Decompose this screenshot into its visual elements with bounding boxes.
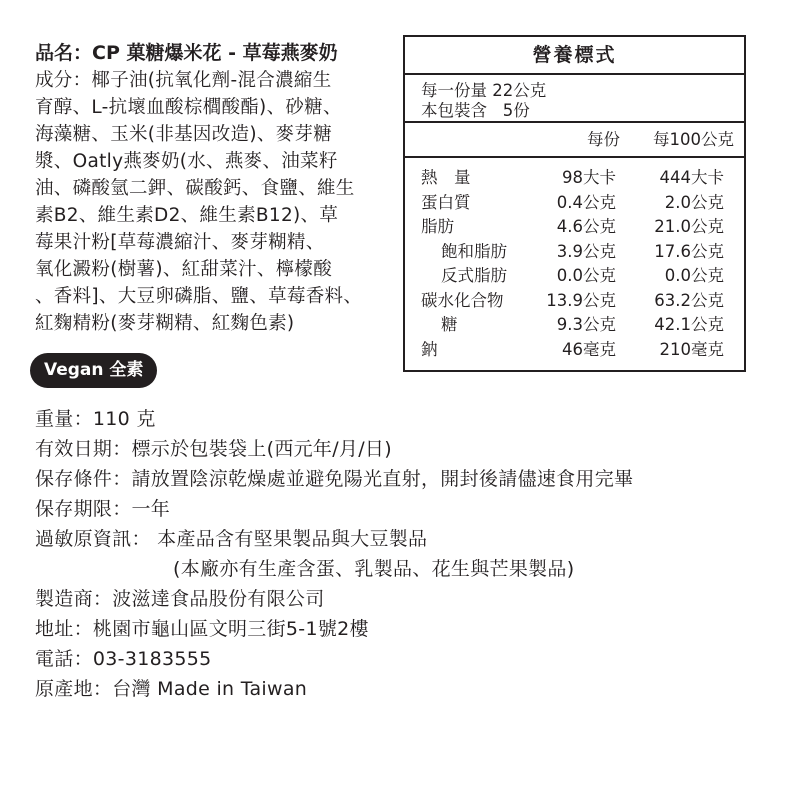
serving-size: 每一份量 22公克	[421, 81, 547, 100]
nutrition-row	[405, 289, 744, 314]
nutrition-row	[405, 338, 744, 363]
nutrition-row	[405, 313, 744, 338]
per-100g-value: 210毫克	[659, 339, 724, 359]
nutrient-label: 反式脂肪	[441, 266, 507, 285]
per-serving-value: 4.6公克	[556, 217, 616, 236]
per-serving-value: 0.0公克	[556, 266, 616, 285]
per-serving-value: 46毫克	[562, 339, 616, 359]
weight: 重量：110 克	[35, 408, 156, 430]
per-100g-value: 63.2公克	[654, 290, 724, 310]
nutrition-title: 營養標式	[405, 37, 744, 75]
serving-info	[405, 75, 744, 123]
allergen-info: 過敏原資訊： 本產品含有堅果製品與大豆製品	[35, 528, 428, 550]
vegan-badge: Vegan 全素	[30, 353, 157, 388]
nutrient-label: 飽和脂肪	[441, 241, 507, 261]
ingredients-line: 莓果汁粉[草莓濃縮汁、麥芽糊精、	[35, 232, 325, 253]
product-section	[35, 40, 380, 337]
per-serving-value: 9.3公克	[556, 315, 616, 334]
nutrient-label: 碳水化合物	[421, 290, 504, 310]
nutrient-label: 熱 量	[421, 168, 471, 187]
per-serving-value: 0.4公克	[556, 192, 616, 212]
per-serving-value: 3.9公克	[556, 241, 616, 261]
nutrition-row	[405, 240, 744, 265]
per-100g-value: 42.1公克	[654, 315, 724, 334]
address: 地址：桃園市龜山區文明三街5-1號2樓	[35, 618, 369, 640]
nutrition-rows	[405, 158, 744, 362]
product-info	[35, 404, 775, 704]
product-name: 品名：CP 菓糖爆米花 - 草莓燕麥奶	[35, 42, 338, 64]
col-per-100g: 每100公克	[653, 130, 734, 149]
nutrition-row	[405, 215, 744, 240]
ingredients-line: 紅麴精粉(麥芽糊精、紅麴色素)	[35, 313, 295, 334]
ingredients-list	[35, 67, 380, 337]
per-100g-value: 21.0公克	[654, 217, 724, 236]
expiry-date: 有效日期：標示於包裝袋上(西元年/月/日)	[35, 438, 392, 460]
nutrition-row	[405, 166, 744, 191]
ingredients-line: 、香料]、大豆卵磷脂、鹽、草莓香料、	[35, 286, 363, 307]
per-100g-value: 17.6公克	[654, 241, 724, 261]
ingredients-line: 育醇、L-抗壞血酸棕櫚酸酯)、砂糖、	[35, 97, 342, 118]
nutrition-row	[405, 191, 744, 216]
shelf-life: 保存期限：一年	[35, 498, 171, 520]
per-100g-value: 2.0公克	[664, 192, 724, 212]
ingredients-line: 漿、Oatly燕麥奶(水、燕麥、油菜籽	[35, 151, 338, 172]
col-per-serving: 每份	[587, 130, 620, 149]
ingredients-line: 油、磷酸氫二鉀、碳酸鈣、食鹽、維生	[35, 178, 355, 199]
nutrient-label: 糖	[441, 315, 458, 334]
servings-per-pack: 本包裝含 5份	[421, 101, 530, 120]
storage-conditions: 保存條件：請放置陰涼乾燥處並避免陽光直射，開封後請儘速食用完畢	[35, 468, 634, 490]
nutrition-table	[403, 35, 746, 372]
nutrient-label: 鈉	[421, 339, 438, 359]
nutrient-label: 脂肪	[421, 217, 454, 236]
per-serving-value: 13.9公克	[546, 290, 616, 310]
ingredients-line: 成分：椰子油(抗氧化劑-混合濃縮生	[35, 70, 332, 91]
nutrient-label: 蛋白質	[421, 192, 471, 212]
ingredients-line: 素B2、維生素D2、維生素B12)、草	[35, 205, 339, 226]
ingredients-line: 氧化澱粉(樹薯)、紅甜菜汁、檸檬酸	[35, 259, 333, 280]
nutrition-row	[405, 264, 744, 289]
per-serving-value: 98大卡	[562, 168, 616, 187]
allergen-note: (本廠亦有生產含蛋、乳製品、花生與芒果製品)	[173, 558, 575, 580]
nutrition-column-headers	[405, 123, 744, 158]
phone: 電話：03-3183555	[35, 648, 212, 670]
per-100g-value: 0.0公克	[664, 266, 724, 285]
ingredients-line: 海藻糖、玉米(非基因改造)、麥芽糖	[35, 124, 333, 145]
origin: 原產地：台灣 Made in Taiwan	[35, 678, 308, 700]
per-100g-value: 444大卡	[659, 168, 724, 187]
manufacturer: 製造商：波滋達食品股份有限公司	[35, 588, 325, 610]
